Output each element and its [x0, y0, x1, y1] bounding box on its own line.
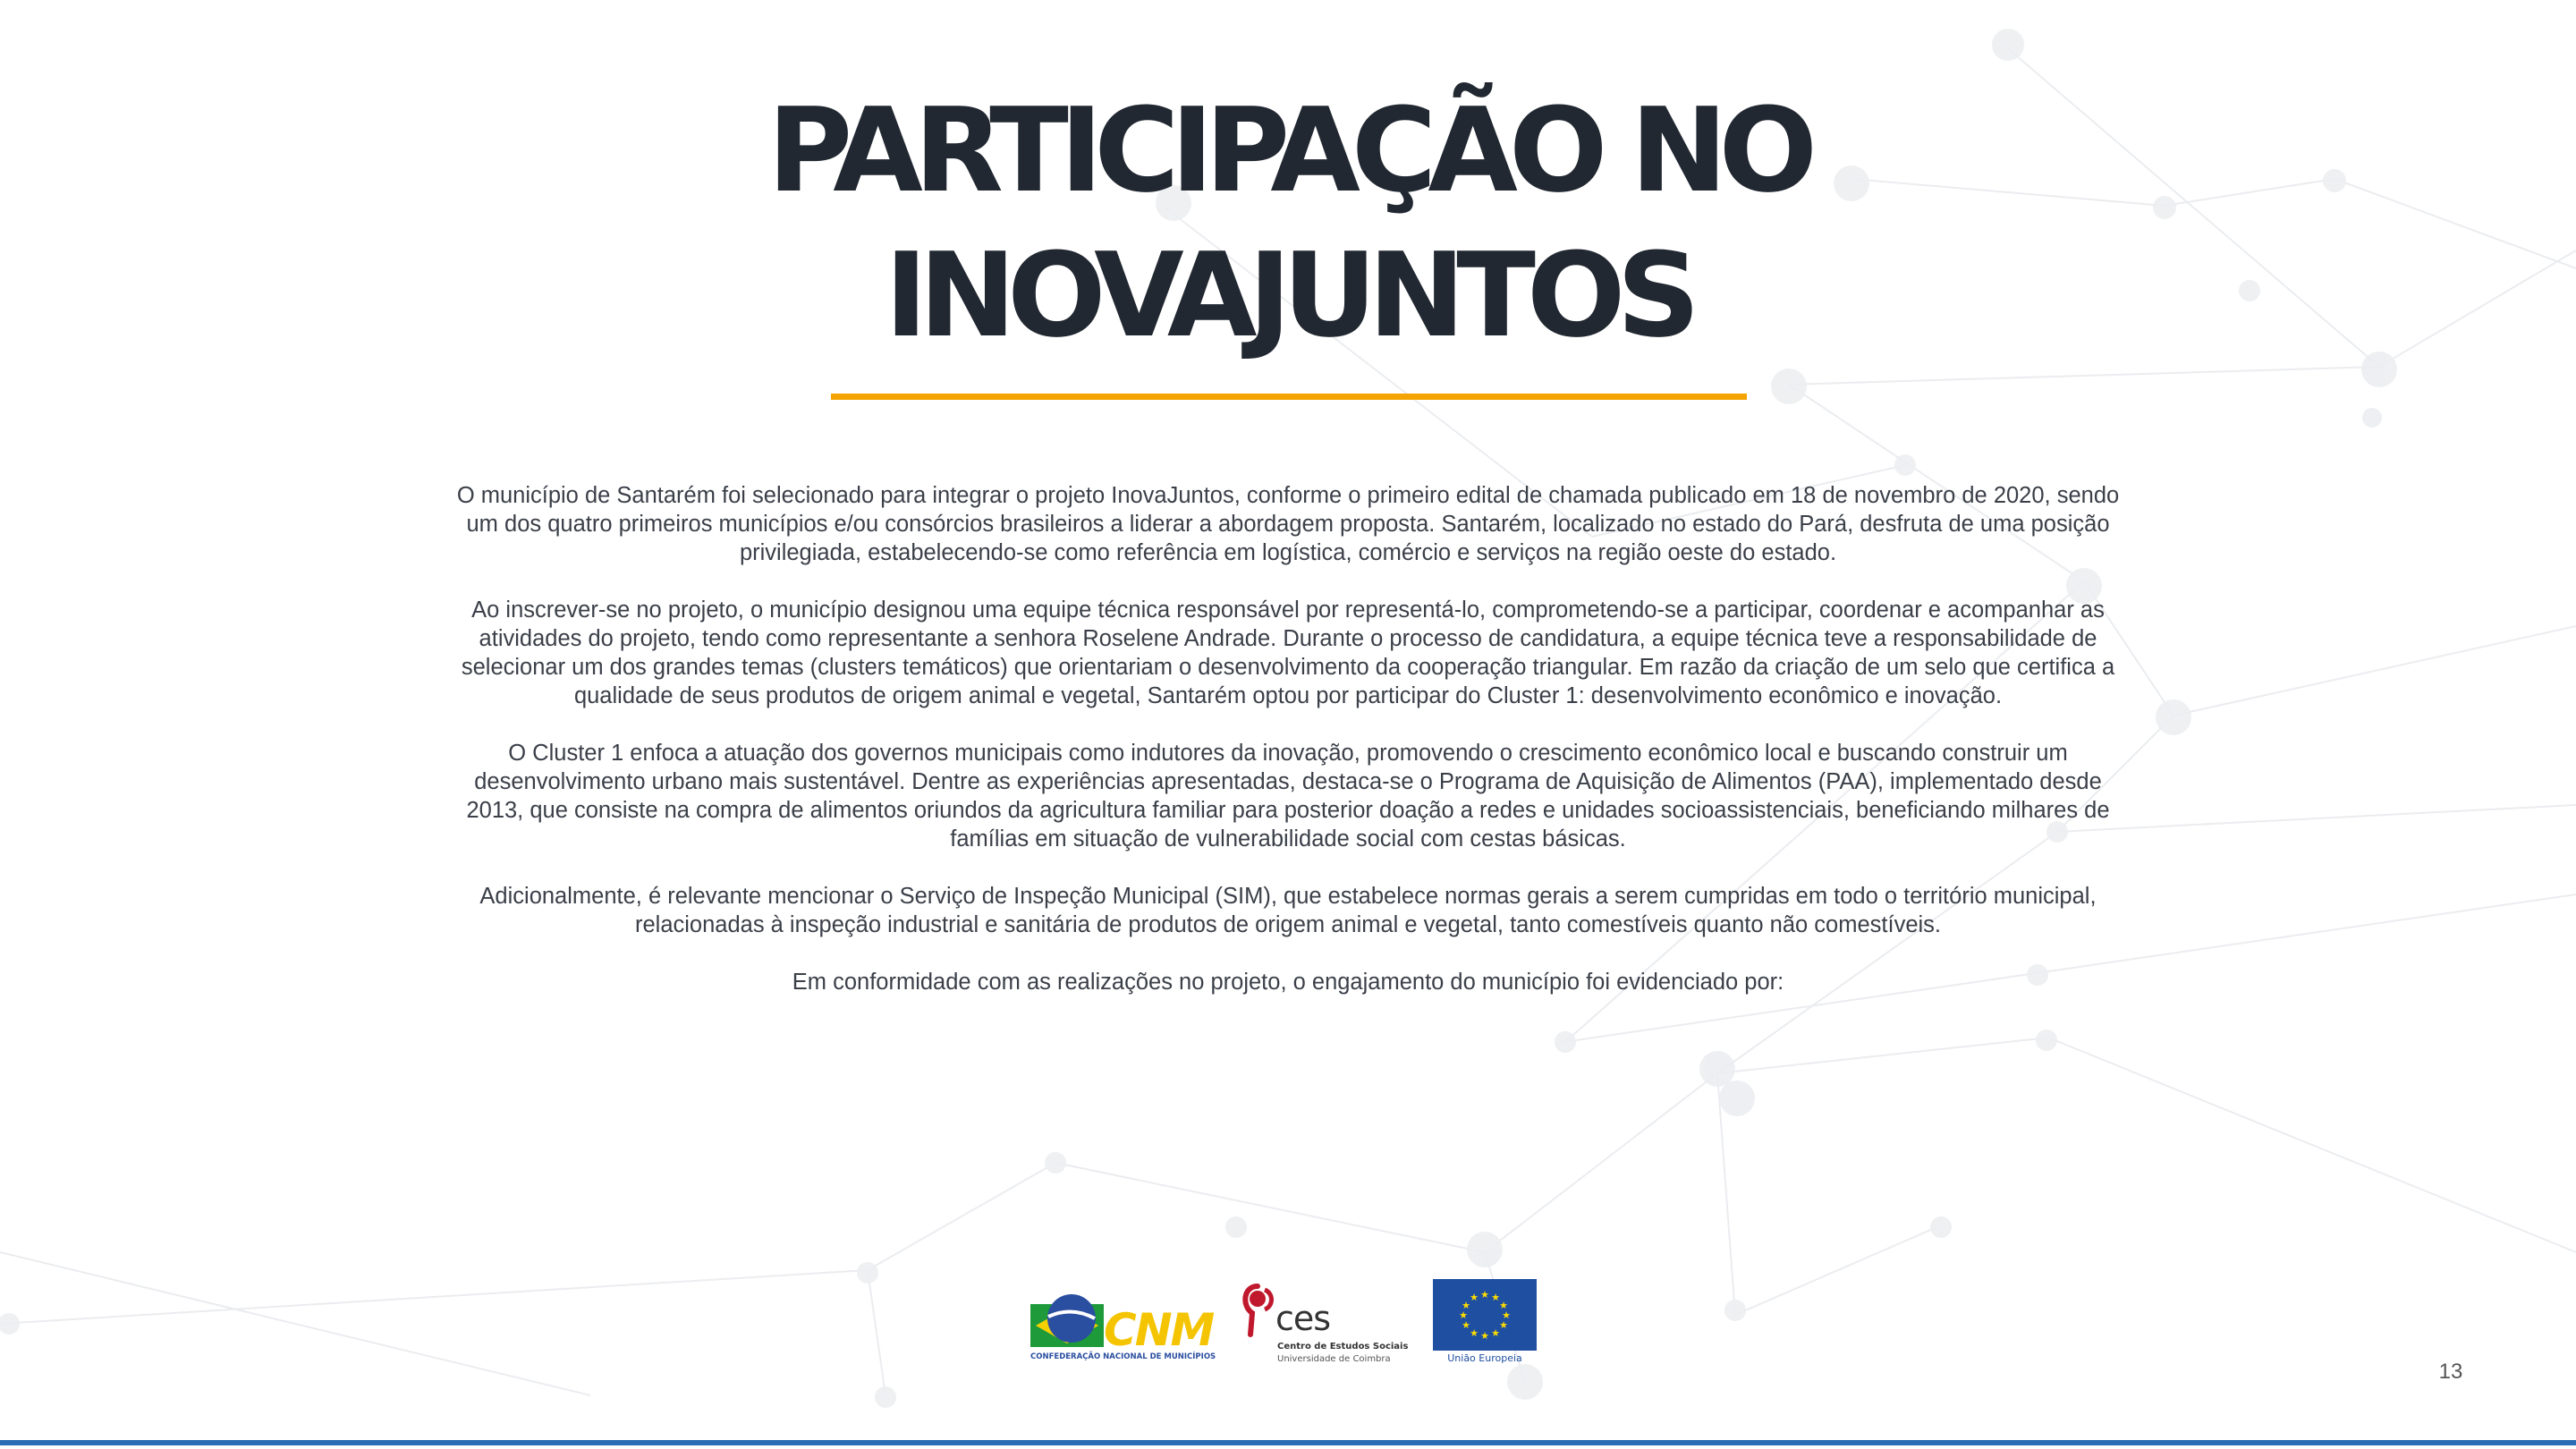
svg-text:★: ★	[1491, 1292, 1500, 1303]
svg-text:★: ★	[1470, 1292, 1479, 1303]
svg-text:★: ★	[1462, 1319, 1470, 1331]
eu-logo-caption: União Europeia	[1447, 1352, 1522, 1364]
svg-text:★: ★	[1480, 1289, 1489, 1301]
page-number: 13	[2438, 1360, 2463, 1384]
eu-logo	[1433, 1279, 1538, 1368]
svg-text:★: ★	[1470, 1327, 1479, 1339]
body-text	[443, 481, 2133, 1025]
svg-text:★: ★	[1499, 1319, 1508, 1331]
paragraph: O Cluster 1 enfoca a atuação dos governos municipais como indutores da inovação, promovendo o crescimento econômico local e buscando construir um desenvolvimento urbano mais sustentável. Dentre as experiências apresentadas, destaca-se o Programa de Aquisição de Alimentos (PAA), implementado desde 2013, que consiste na compra de alimentos oriundos da agricultura familiar para posterior doação a redes e unidades socioassistenciais, beneficiando milhares de famílias em situação de vulnerabilidade social com cestas básicas.	[466, 741, 2110, 852]
svg-text:★: ★	[1499, 1300, 1508, 1311]
ces-logo	[1236, 1279, 1409, 1368]
ces-logo-line1: Centro de Estudos Sociais	[1277, 1342, 1409, 1352]
page-title-line2: INOVAJUNTOS	[884, 227, 1692, 363]
ces-logo-text: ces	[1275, 1299, 1331, 1338]
paragraph: Adicionalmente, é relevante mencionar o Serviço de Inspeção Municipal (SIM), que estabelece normas gerais a serem cumpridas em todo o território municipal, relacionadas à inspeção industrial e sanitária de produtos de origem animal e vegetal, tanto comestíveis quanto não comestíveis.	[479, 884, 2097, 937]
paragraph: O município de Santarém foi selecionado para integrar o projeto InovaJuntos, conforme o primeiro edital de chamada publicado em 18 de novembro de 2020, sendo um dos quatro primeiros municípios e/ou consórcios brasileiros a liderar a abordagem proposta. Santarém, localizado no estado do Pará, desfruta de uma posição privilegiada, estabelecendo-se como referência em logística, comércio e serviços na região oeste do estado.	[456, 483, 2120, 565]
paragraph: Em conformidade com as realizações no projeto, o engajamento do município foi evidenciado por:	[792, 970, 1784, 995]
page-title-line1: PARTICIPAÇÃO NO	[767, 82, 1809, 218]
svg-text:★: ★	[1480, 1330, 1489, 1342]
bottom-rule	[0, 1440, 2576, 1445]
cnm-logo	[1029, 1279, 1216, 1368]
title-underline	[831, 394, 1747, 400]
svg-text:★: ★	[1462, 1300, 1470, 1311]
cnm-logo-text: CNM	[1104, 1304, 1214, 1356]
svg-text:★: ★	[1491, 1327, 1500, 1339]
svg-text:★: ★	[1502, 1309, 1511, 1321]
svg-text:★: ★	[1459, 1309, 1468, 1321]
paragraph: Ao inscrever-se no projeto, o município designou uma equipe técnica responsável por representá-lo, comprometendo-se a participar, coordenar e acompanhar as atividades do projeto, tendo como representante a senhora Roselene Andrade. Durante o processo de candidatura, a equipe técnica teve a responsabilidade de selecionar um dos grandes temas (clusters temáticos) que orientariam o desenvolvimento da cooperação triangular. Em razão da criação de um selo que certifica a qualidade de seus produtos de origem animal e vegetal, Santarém optou por participar do Cluster 1: desenvolvimento econômico e inovação.	[461, 597, 2115, 708]
cnm-logo-subtitle: CONFEDERAÇÃO NACIONAL DE MUNICÍPIOS	[1030, 1352, 1216, 1361]
ces-logo-line2: Universidade de Coimbra	[1277, 1354, 1391, 1364]
